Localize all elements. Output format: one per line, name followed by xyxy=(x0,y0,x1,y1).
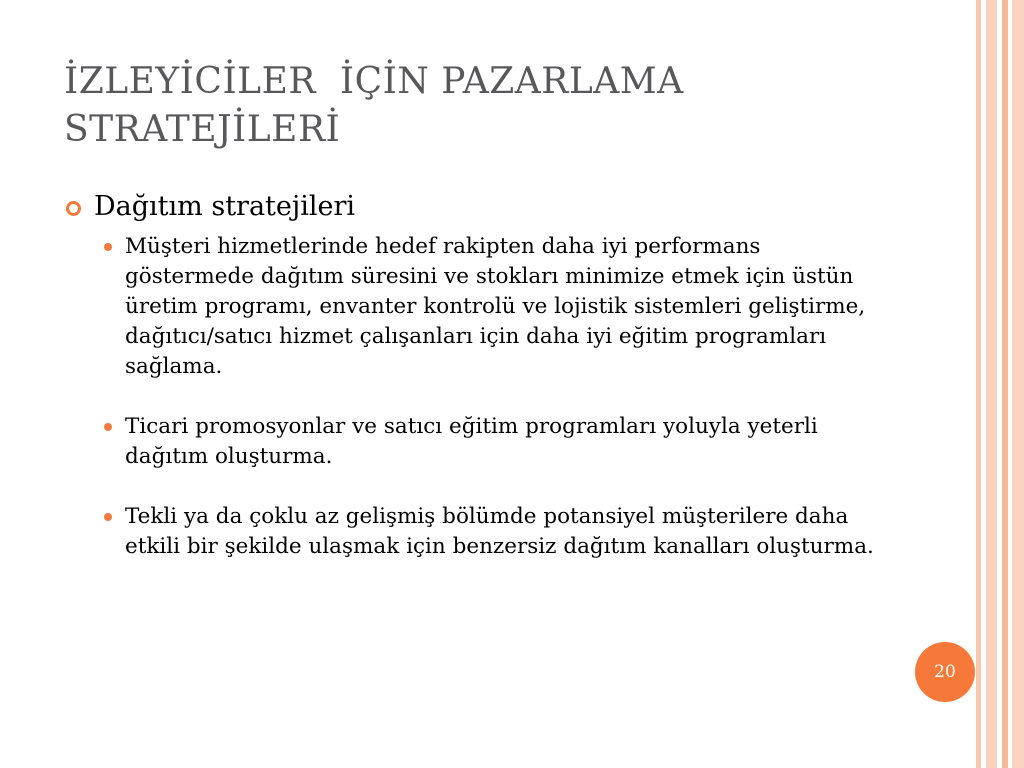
sub-bullet-item xyxy=(104,502,886,562)
dot-bullet-icon xyxy=(104,423,112,431)
sub-bullet-text: Müşteri hizmetlerinde hedef rakipten daha iyi performans göstermede dağıtım süresini ve stokları minimize etmek için üstün üretim programı, envanter kontrolü ve lojistik sistemleri geliştirme, dağıtıcı/satıcı hizmet çalışanları için daha iyi eğitim programları sağlama. xyxy=(125,234,866,379)
slide-content xyxy=(66,190,886,592)
sub-bullet-item xyxy=(104,232,886,382)
ring-bullet-icon xyxy=(66,201,81,216)
side-stripe xyxy=(986,0,998,768)
page-number: 20 xyxy=(934,662,956,682)
page-number-badge xyxy=(915,642,975,702)
slide-title xyxy=(64,58,944,154)
dot-bullet-icon xyxy=(104,243,112,251)
sub-bullet-text: Ticari promosyonlar ve satıcı eğitim programları yoluyla yeterli dağıtım oluşturma. xyxy=(125,414,818,469)
sub-bullet-list xyxy=(66,232,886,562)
dot-bullet-icon xyxy=(104,513,112,521)
sub-bullet-text: Tekli ya da çoklu az gelişmiş bölümde potansiyel müşterilere daha etkili bir şekilde ulaşmak için benzersiz dağıtım kanalları oluşturma. xyxy=(125,504,874,559)
decorative-side-stripes xyxy=(976,0,1024,768)
sub-bullet-item xyxy=(104,412,886,472)
slide-title-line-1: İZLEYİCİLER İÇİN PAZARLAMA xyxy=(64,61,684,102)
side-stripe xyxy=(1012,0,1024,768)
slide-title-line-2: STRATEJİLERİ xyxy=(64,109,341,150)
main-bullet-item xyxy=(66,190,886,224)
main-bullet-text: Dağıtım stratejileri xyxy=(94,191,356,222)
